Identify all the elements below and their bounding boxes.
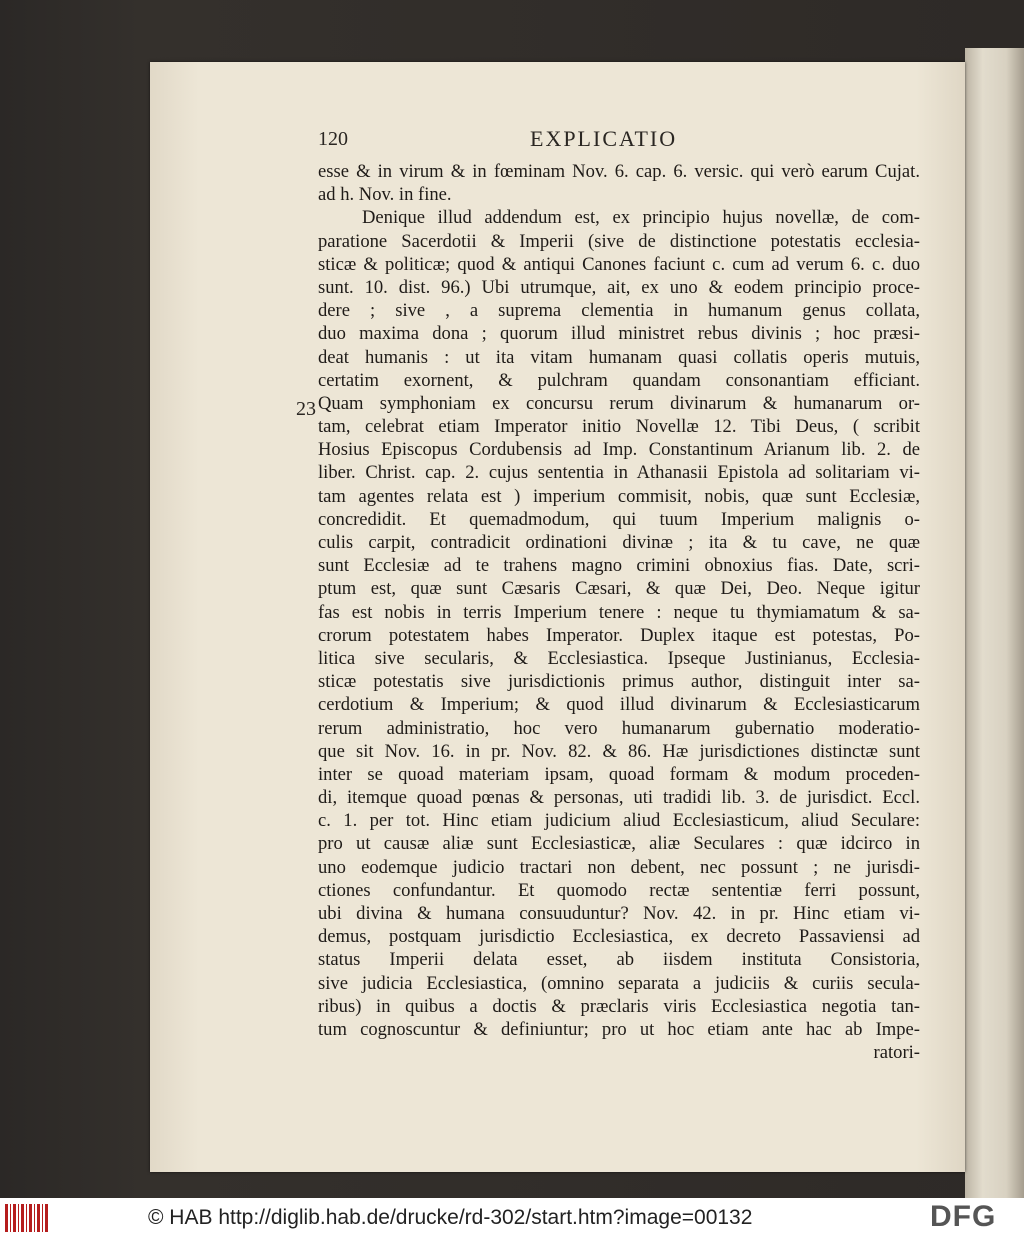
text-line: fas est nobis in terris Imperium tenere : neque tu thymiamatum & sa- [318,601,920,623]
text-line: crorum potestatem habes Imperator. Duplex itaque est potestas, Po- [318,624,920,646]
text-line: sive judicia Ecclesiastica, (omnino separata a judiciis & curiis secula- [318,972,920,994]
text-line: sticæ & politicæ; quod & antiqui Canones faciunt c. cum ad verum 6. c. duo [318,253,920,275]
text-line: cerdotium & Imperium; & quod illud divinarum & Ecclesiasticarum [318,694,920,716]
text-line: concredidit. Et quemadmodum, qui tuum Imperium malignis o- [318,508,920,530]
text-line: c. 1. per tot. Hinc etiam judicium aliud Ecclesiasticum, aliud Seculare: [318,810,920,832]
running-title: EXPLICATIO [530,126,678,151]
text-line: culis carpit, contradicit ordinationi divinæ ; ita & tu cave, ne quæ [318,532,920,553]
running-head [318,128,918,154]
text-line: dere ; sive , a suprema clementia in humanum genus collata, [318,300,920,322]
dfg-logo: DFG [930,1200,997,1233]
text-line: pro ut causæ aliæ sunt Ecclesiasticæ, aliæ Seculares : quæ idcirco in [318,833,920,855]
text-line: rerum administratio, hoc vero humanarum gubernatio moderatio- [318,717,920,739]
text-line: paratione Sacerdotii & Imperii (sive de distinctione potestatis ecclesia- [318,230,920,252]
text-line: ad h. Nov. in fine. [318,184,452,206]
text-line: litica sive secularis, & Ecclesiastica. Ipseque Justinianus, Ecclesia- [318,647,920,669]
footer-bar [0,1198,1024,1238]
text-line: sunt Ecclesiæ ad te trahens magno crimini obnoxius fias. Date, scri- [318,555,920,577]
text-line: ptum est, quæ sunt Cæsaris Cæsari, & quæ Dei, Deo. Neque igitur [318,578,920,600]
text-line: deat humanis : ut ita vitam humanam quasi collatis operis mutuis, [318,346,920,368]
text-line: liber. Christ. cap. 2. cujus sententia in Athanasii Epistola ad solitariam vi- [318,462,920,484]
text-line: uno eodemque judicio tractari non debent, nec possunt ; ne jurisdi- [318,856,920,878]
text-line: ratori- [873,1042,920,1064]
text-line: ribus) in quibus a doctis & præclaris viris Ecclesiastica negotia tan- [318,995,920,1017]
text-line: ctiones confundantur. Et quomodo rectæ sententiæ ferri possunt, [318,879,920,901]
text-line: tam agentes relata est ) imperium commisit, nobis, quæ sunt Ecclesiæ, [318,485,920,507]
text-line: que sit Nov. 16. in pr. Nov. 82. & 86. Hæ jurisdictiones distinctæ sunt [318,740,920,762]
text-line: inter se quoad materiam ipsam, quoad formam & modum proceden- [318,763,920,785]
page-number: 120 [318,128,348,150]
text-line: certatim exornent, & pulchram quandam consonantiam efficiant. [318,369,920,391]
copyright-url: © HAB http://diglib.hab.de/drucke/rd-302/start.htm?image=00132 [148,1206,753,1229]
text-line: ubi divina & humana consuuduntur? Nov. 42. in pr. Hinc etiam vi- [318,903,920,924]
text-line: sunt. 10. dist. 96.) Ubi utrumque, ait, ex uno & eodem principio proce- [318,276,920,298]
text-line: Denique illud addendum est, ex principio hujus novellæ, de com- [362,207,920,229]
text-line: Hosius Episcopus Cordubensis ad Imp. Constantinum Arianum lib. 2. de [318,439,920,461]
text-line: status Imperii delata esset, ab iisdem instituta Consistoria, [318,949,920,971]
text-line: esse & in virum & in fœminam Nov. 6. cap. 6. versic. qui verò earum Cujat. [318,161,920,182]
text-line: di, itemque quoad pœnas & personas, uti tradidi lib. 3. de jurisdict. Eccl. [318,787,920,809]
margin-number: 23 [296,398,316,420]
barcode-icon [5,1204,49,1232]
text-line: tum cognoscuntur & definiuntur; pro ut hoc etiam ante hac ab Impe- [318,1018,920,1040]
text-line: sticæ potestatis sive jurisdictionis primus author, distinguit inter sa- [318,671,920,693]
text-line: tam, celebrat etiam Imperator initio Novellæ 12. Tibi Deus, ( scribit [318,416,920,438]
body-text [318,160,920,1064]
page-edge [965,48,1024,1198]
text-line: demus, postquam jurisdictio Ecclesiastica, ex decreto Passaviensi ad [318,926,920,948]
text-line: duo maxima dona ; quorum illud ministret rebus divinis ; hoc præsi- [318,323,920,345]
text-line: Quam symphoniam ex concursu rerum divinarum & humanarum or- [318,392,920,414]
